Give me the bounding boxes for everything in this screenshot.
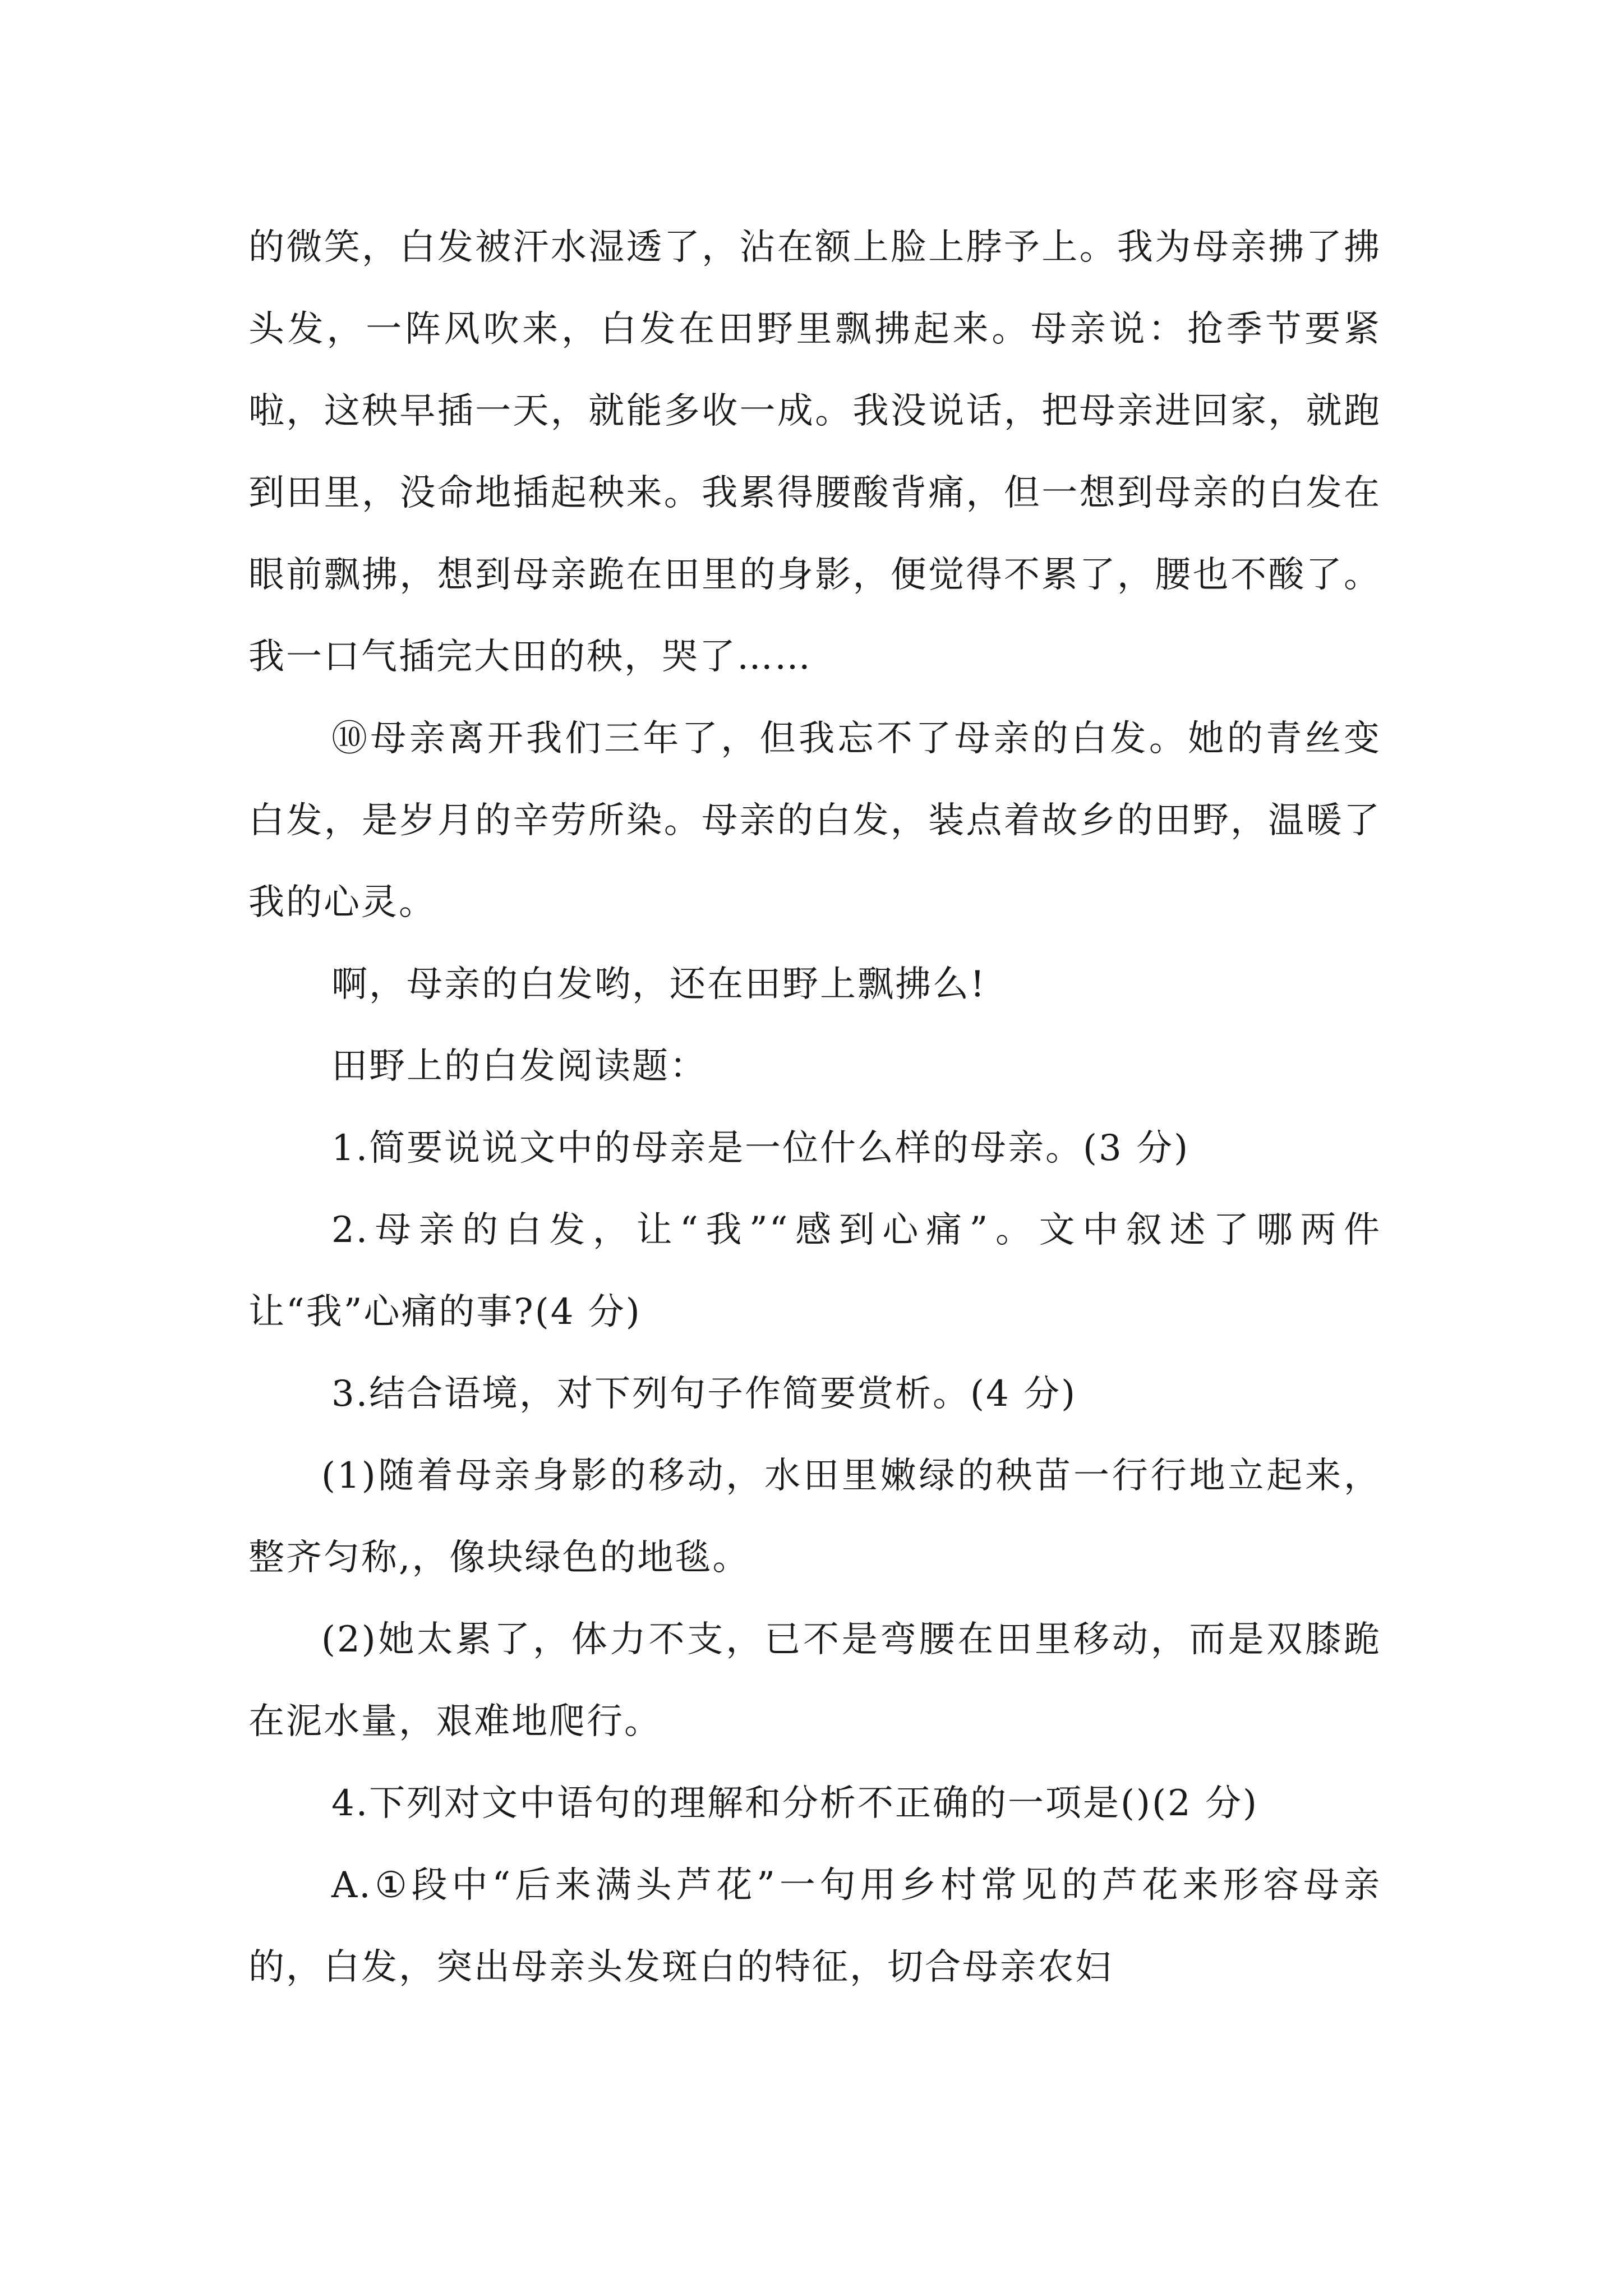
paragraph-exclamation: 啊，母亲的白发哟，还在田野上飘拂么! (331, 964, 986, 1005)
paragraph-continuation: 的微笑，白发被汗水湿透了，沾在额上脸上脖予上。我为母亲拂了拂头发，一阵风吹来，白发在田野里飘拂起来。母亲说：抢季节要紧啦，这秧早插一天，就能多收一成。我没说话，把母亲进回家，就跑到田里，没命地插起秧来。我累得腰酸背痛，但一想到母亲的白发在眼前飘拂，想到母亲跪在田里的身影，便觉得不累了，腰也不酸了。我一口气插完大田的秧，哭了…… (248, 227, 1381, 678)
question-4-option-a: A.①段中“后来满头芦花”一句用乡村常见的芦花来形容母亲的，白发，突出母亲头发斑白的特征，切合母亲农妇 (248, 1865, 1381, 1988)
question-3-part-2: (2)她太累了，体力不支，已不是弯腰在田里移动，而是双膝跪在泥水量，艰难地爬行。 (248, 1619, 1381, 1742)
paragraph-10: ⑩母亲离开我们三年了，但我忘不了母亲的白发。她的青丝变白发，是岁月的辛劳所染。母亲的白发，装点着故乡的田野，温暖了我的心灵。 (248, 718, 1381, 923)
question-1: 1.简要说说文中的母亲是一位什么样的母亲。(3 分) (331, 1128, 1190, 1169)
question-3-part-1: (1)随着母亲身影的移动，水田里嫩绿的秧苗一行行地立起来，整齐匀称,，像块绿色的地毯。 (248, 1455, 1381, 1579)
questions-heading: 田野上的白发阅读题： (331, 1046, 707, 1087)
document-body (248, 206, 1381, 2008)
question-4: 4.下列对文中语句的理解和分析不正确的一项是()(2 分) (331, 1783, 1258, 1824)
question-3: 3.结合语境，对下列句子作简要赏析。(4 分) (331, 1373, 1077, 1415)
question-2: 2.母亲的白发，让“我”“感到心痛”。文中叙述了哪两件让“我”心痛的事?(4 分) (248, 1209, 1381, 1333)
